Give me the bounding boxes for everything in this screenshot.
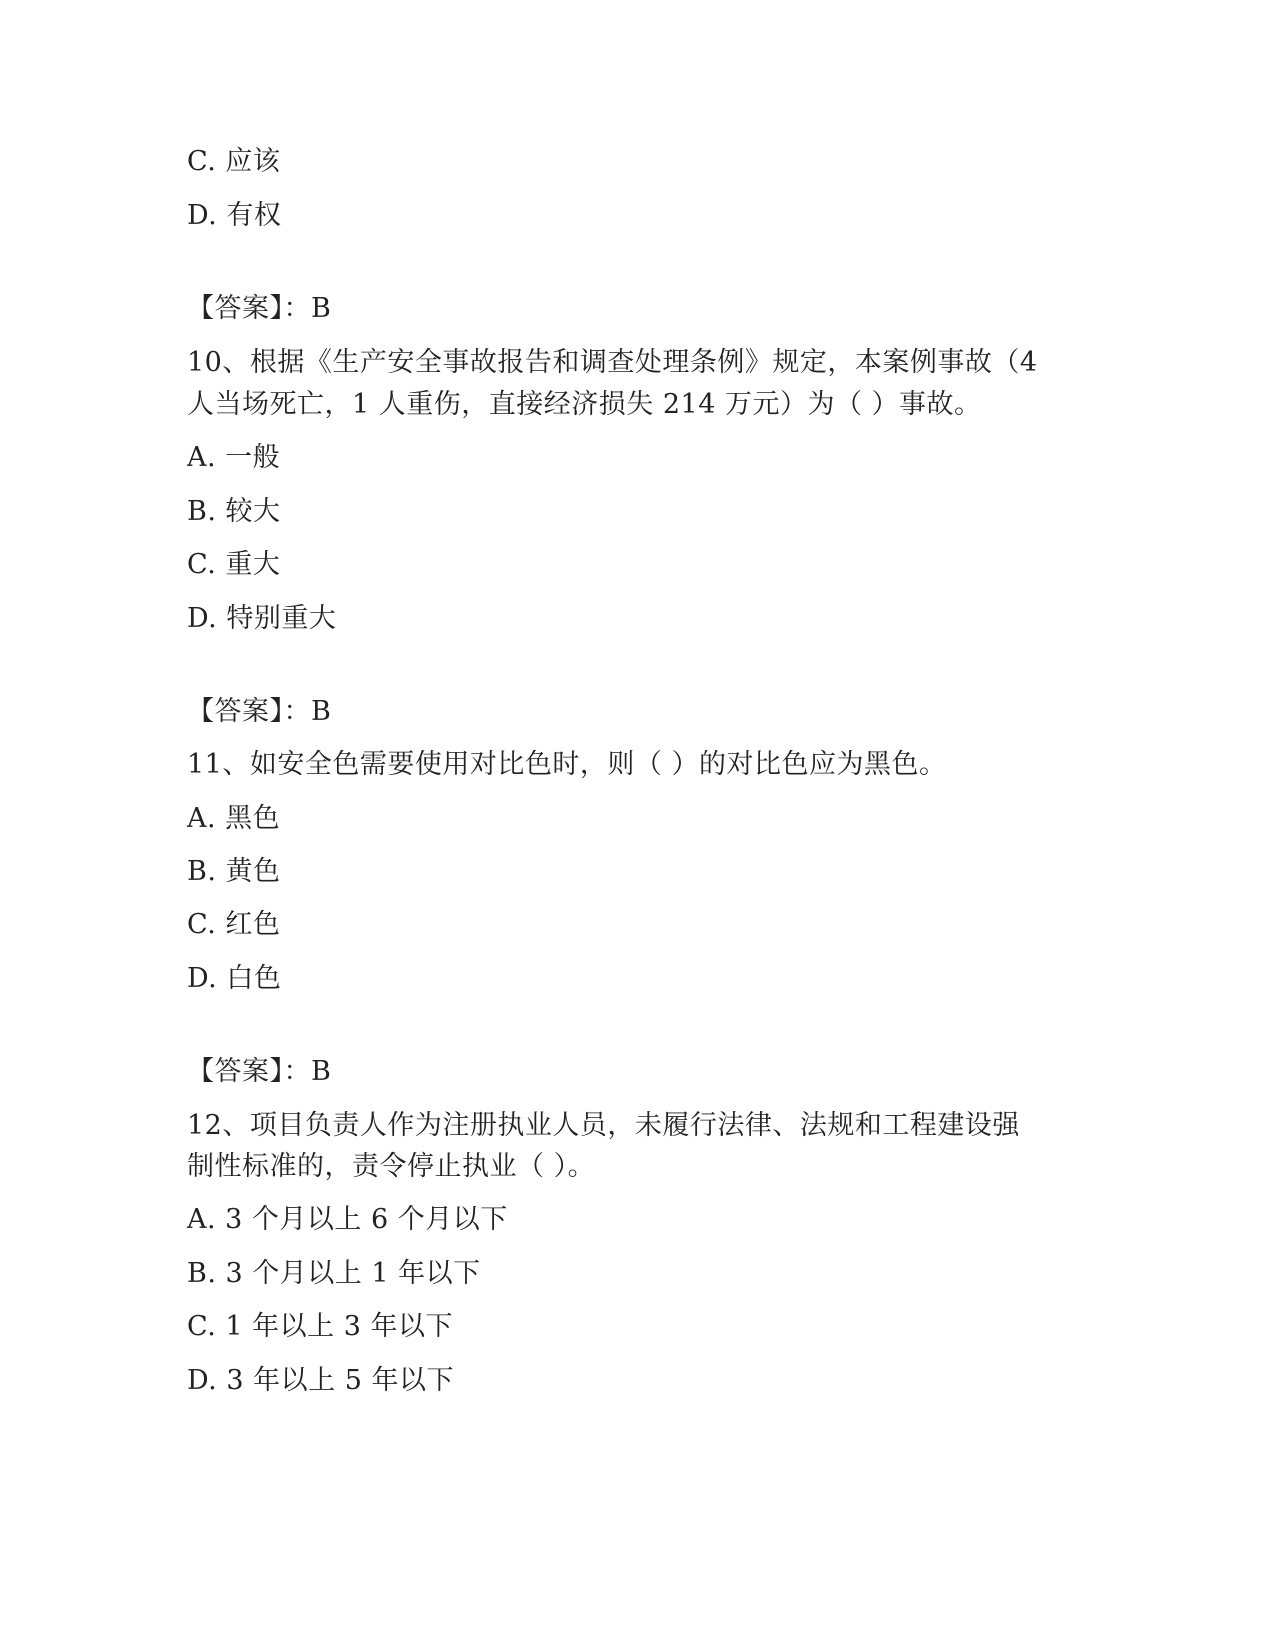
q12-option-c: C. 1 年以上 3 年以下: [187, 1311, 453, 1342]
q11-option-a: A. 黑色: [187, 803, 281, 834]
q11-answer: 【答案】：B: [187, 1056, 332, 1087]
q12-option-a: A. 3 个月以上 6 个月以下: [187, 1204, 508, 1235]
q10-stem-line1: 10、根据《生产安全事故报告和调查处理条例》规定，本案例事故（4: [187, 347, 1038, 378]
q10-answer: 【答案】：B: [187, 696, 332, 727]
q12-stem-line1: 12、项目负责人作为注册执业人员，未履行法律、法规和工程建设强: [187, 1110, 1020, 1141]
q9-option-c: C. 应该: [187, 146, 281, 177]
q10-option-a: A. 一般: [187, 442, 281, 473]
q9-option-d: D. 有权: [187, 200, 282, 231]
q10-option-c: C. 重大: [187, 549, 281, 580]
q12-stem-line2: 制性标准的，责令停止执业（ ）。: [187, 1151, 596, 1182]
q10-option-d: D. 特别重大: [187, 603, 337, 634]
q11-option-b: B. 黄色: [187, 856, 281, 887]
q12-option-d: D. 3 年以上 5 年以下: [187, 1365, 454, 1396]
q11-option-c: C. 红色: [187, 909, 281, 940]
q10-option-b: B. 较大: [187, 496, 281, 527]
q9-answer: 【答案】：B: [187, 293, 332, 324]
q11-stem-line1: 11、如安全色需要使用对比色时，则（ ）的对比色应为黑色。: [187, 749, 947, 780]
q10-stem-line2: 人当场死亡，1 人重伤，直接经济损失 214 万元）为（ ）事故。: [187, 389, 982, 420]
q11-option-d: D. 白色: [187, 963, 282, 994]
q12-option-b: B. 3 个月以上 1 年以下: [187, 1258, 481, 1289]
